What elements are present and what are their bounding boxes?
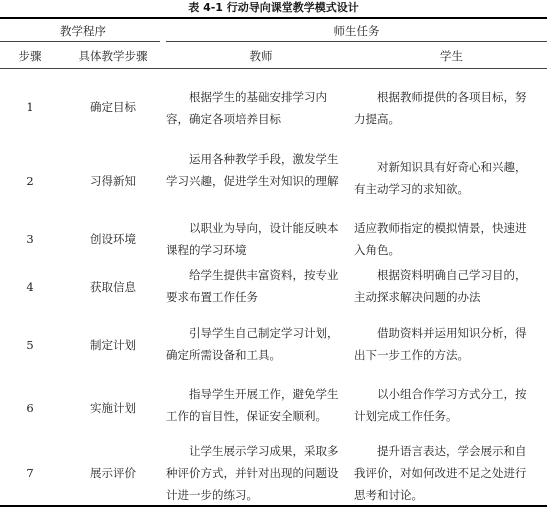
header-divider-left xyxy=(0,41,160,42)
top-rule xyxy=(0,17,547,19)
row-2-name: 习得新知 xyxy=(90,174,136,188)
row-6-teacher: 指导学生开展工作，避免学生工作的盲目性，保证安全顺利。 xyxy=(166,387,339,423)
row-1-step: 1 xyxy=(26,100,34,114)
row-6-step: 6 xyxy=(26,401,34,415)
row-7-step: 7 xyxy=(26,466,34,480)
row-3-teacher: 以职业为导向，设计能反映本课程的学习环境 xyxy=(166,221,339,257)
row-7-student: 提升语言表达，学会展示和自我评价，对如何改进不足之处进行思考和讨论。 xyxy=(354,444,527,502)
col-header-step: 步骤 xyxy=(18,49,42,63)
group-header-tasks: 师生任务 xyxy=(333,24,380,38)
row-4-name: 获取信息 xyxy=(90,280,136,294)
row-2-teacher: 运用各种教学手段，激发学生学习兴趣，促进学生对知识的理解 xyxy=(166,152,339,188)
row-1-student: 根据教师提供的各项目标，努力提高。 xyxy=(354,90,527,126)
row-5-name: 制定计划 xyxy=(90,338,136,352)
row-5-step: 5 xyxy=(26,338,34,352)
row-3-name: 创设环境 xyxy=(90,232,136,246)
row-4-step: 4 xyxy=(26,280,34,294)
row-6-student: 以小组合作学习方式分工，按计划完成工作任务。 xyxy=(354,387,527,423)
row-5-student: 借助资料并运用知识分析，得出下一步工作的方法。 xyxy=(354,326,527,362)
col-header-student: 学生 xyxy=(440,49,463,63)
row-5-teacher: 引导学生自己制定学习计划，确定所需设备和工具。 xyxy=(166,326,339,362)
row-2-student: 对新知识具有好奇心和兴趣，有主动学习的求知欲。 xyxy=(354,160,527,196)
header-divider-right xyxy=(166,41,547,42)
header-bottom-rule xyxy=(0,68,547,69)
row-1-teacher: 根据学生的基础安排学习内容，确定各项培养目标 xyxy=(166,90,327,126)
group-header-procedure: 教学程序 xyxy=(60,24,106,38)
row-3-step: 3 xyxy=(26,232,34,246)
row-3-student: 适应教师指定的模拟情景，快速进入角色。 xyxy=(354,221,527,257)
row-4-student: 根据资料明确自己学习目的，主动探求解决问题的办法 xyxy=(354,268,527,304)
row-2-step: 2 xyxy=(26,174,34,188)
col-header-specific: 具体教学步骤 xyxy=(78,49,148,63)
row-7-name: 展示评价 xyxy=(90,466,136,480)
row-6-name: 实施计划 xyxy=(90,401,136,415)
row-7-teacher: 让学生展示学习成果，采取多种评价方式，并针对出现的问题设计进一步的练习。 xyxy=(166,444,339,502)
col-header-teacher: 教师 xyxy=(249,49,273,63)
table-caption: 表 4-1 行动导向课堂教学模式设计 xyxy=(188,1,359,14)
row-1-name: 确定目标 xyxy=(90,100,136,114)
row-4-teacher: 给学生提供丰富资料，按专业要求布置工作任务 xyxy=(166,268,339,304)
